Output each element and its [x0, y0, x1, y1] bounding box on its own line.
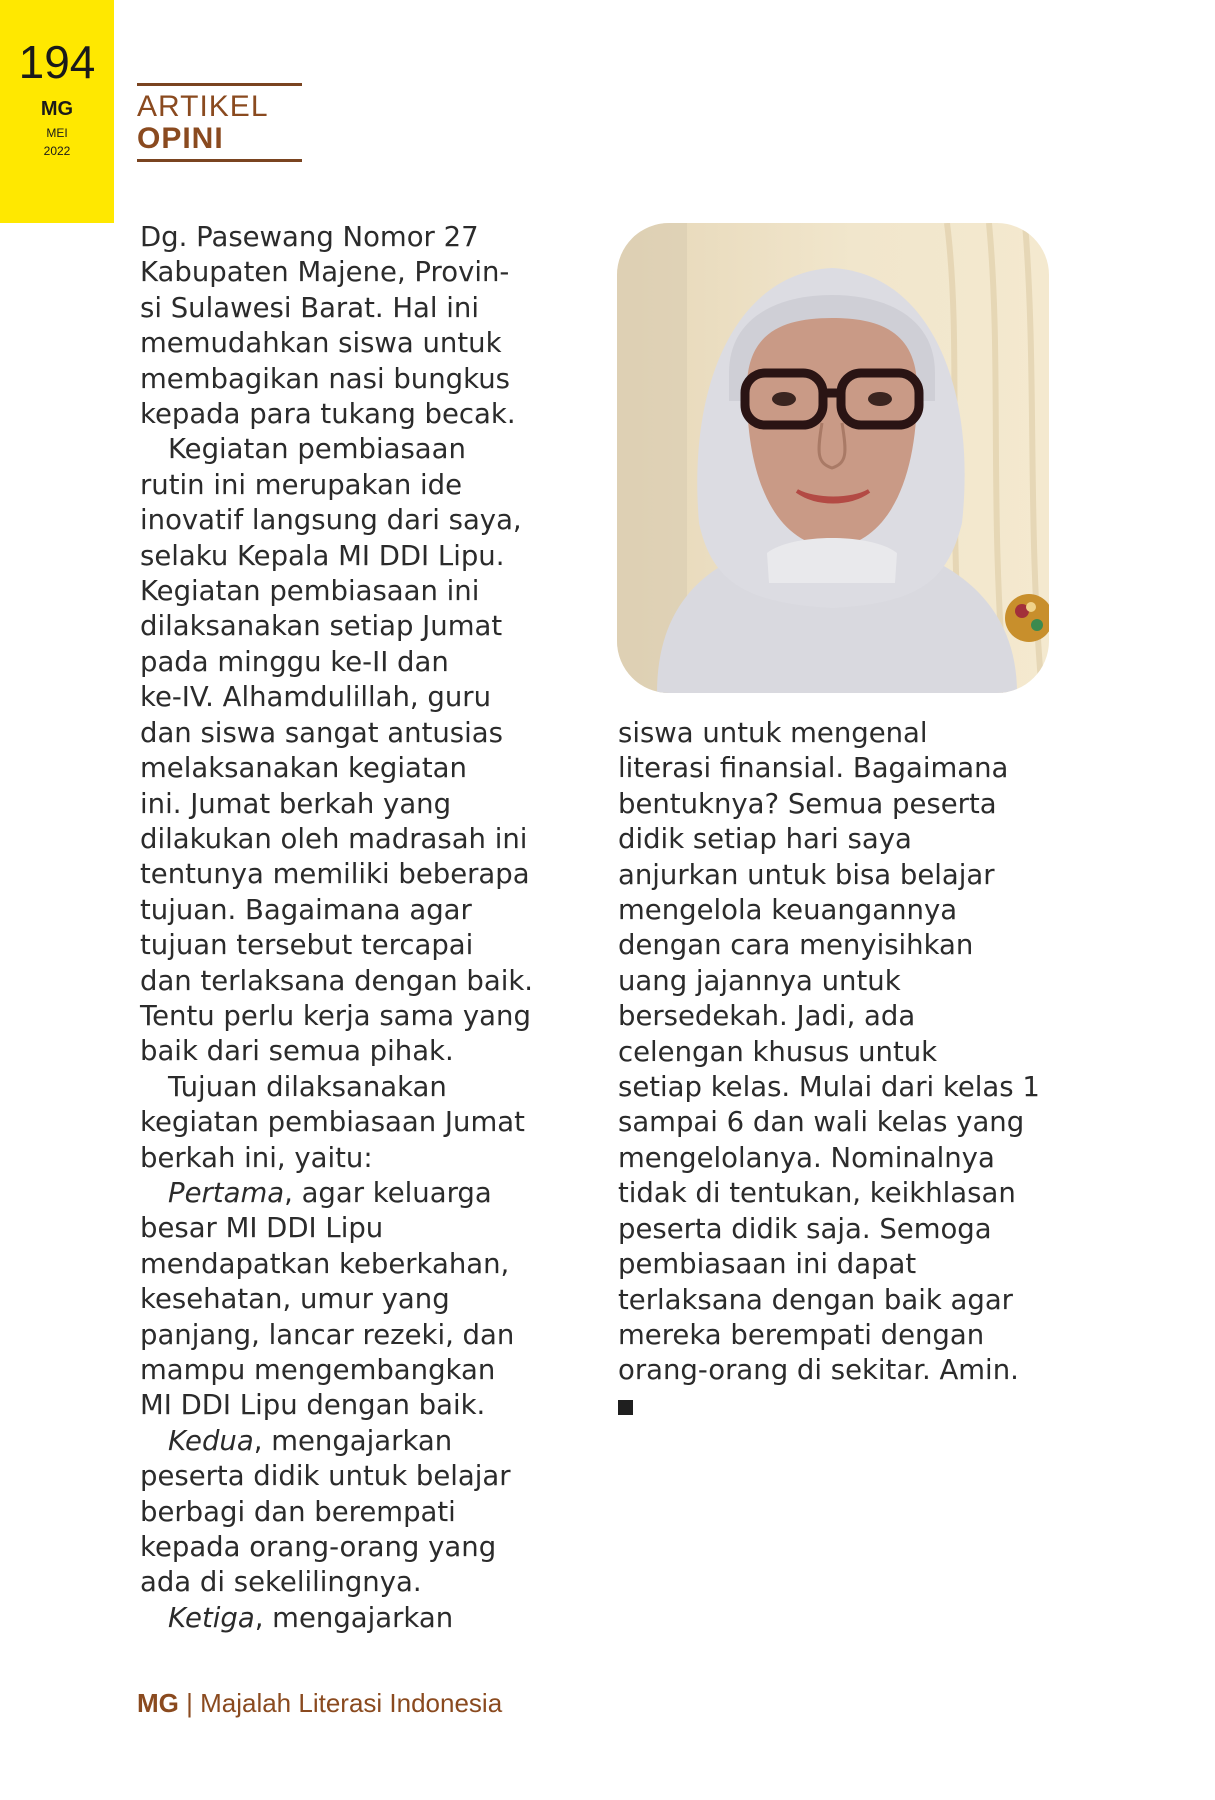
- text-line: peserta didik saja. Semoga: [618, 1212, 992, 1245]
- text-line: berbagi dan berempati: [140, 1495, 456, 1528]
- text-line: kegiatan pembiasaan Jumat: [140, 1106, 525, 1139]
- text-line: pada minggu ke-II dan: [140, 645, 449, 678]
- text-line: bentuknya? Semua peserta: [618, 787, 997, 820]
- text-line: anjurkan untuk bisa belajar: [618, 858, 995, 891]
- text-line: ini. Jumat berkah yang: [140, 787, 452, 820]
- page-footer: [137, 1688, 502, 1719]
- issue-year: 2022: [43, 144, 71, 158]
- text-line: Tentu perlu kerja sama yang: [140, 999, 531, 1032]
- right-eye: [868, 392, 892, 406]
- text-line: kesehatan, umur yang: [140, 1283, 450, 1316]
- text-line: Dg. Pasewang Nomor 27: [140, 221, 479, 253]
- text-line: memudahkan siswa untuk: [140, 327, 502, 360]
- text-line: kepada orang-orang yang: [140, 1531, 497, 1564]
- text-line: Kegiatan pembiasaan ini: [140, 575, 480, 608]
- section-label-opini: OPINI: [137, 122, 224, 155]
- section-rule-bottom: [137, 159, 302, 162]
- text-line: berkah ini, yaitu:: [140, 1141, 373, 1174]
- text-line: ke-IV. Alhamdulillah, guru: [140, 681, 492, 714]
- text-line: besar MI DDI Lipu: [140, 1212, 384, 1245]
- text-line: Tujuan dilaksanakan: [168, 1070, 447, 1103]
- text-line: membagikan nasi bungkus: [140, 362, 510, 395]
- text-line: literasi finansial. Bagaimana: [618, 752, 1009, 785]
- point-label-pertama: Pertama: [168, 1176, 285, 1209]
- point-label-ketiga: Ketiga: [168, 1601, 255, 1634]
- page-tab: [0, 0, 114, 223]
- text-line: sampai 6 dan wali kelas yang: [618, 1106, 1025, 1139]
- point-text: , mengajarkan: [254, 1601, 454, 1634]
- point-first-line: [140, 1424, 560, 1459]
- text-line: pembiasaan ini dapat: [618, 1248, 917, 1281]
- face-mask: [767, 538, 897, 583]
- footer-separator: |: [178, 1688, 201, 1718]
- text-line: Kabupaten Majene, Provin-: [140, 256, 510, 289]
- text-line: dan terlaksana dengan baik.: [140, 964, 534, 997]
- text-line: si Sulawesi Barat. Hal ini: [140, 291, 479, 324]
- text-line: dilaksanakan setiap Jumat: [140, 610, 503, 643]
- text-line: didik setiap hari saya: [618, 823, 912, 856]
- issue-month: MEI: [46, 126, 68, 140]
- text-line: dan siswa sangat antusias: [140, 716, 503, 749]
- left-text-column: [140, 220, 560, 1636]
- text-line: siswa untuk mengenal: [618, 717, 928, 749]
- text-line: baik dari semua pihak.: [140, 1035, 454, 1068]
- point-first-line: [140, 1176, 560, 1211]
- text-line: mengelolanya. Nominalnya: [618, 1141, 995, 1174]
- text-line: uang jajannya untuk: [618, 964, 901, 997]
- text-line: mampu mengembangkan: [140, 1354, 496, 1386]
- text-line: dengan cara menyisihkan: [618, 929, 974, 962]
- portrait-illustration: [617, 223, 1049, 693]
- text-line: terlaksana dengan baik agar: [618, 1283, 1013, 1316]
- footer-brand: MG: [137, 1688, 179, 1718]
- text-line: mendapatkan keberkahan,: [140, 1247, 510, 1280]
- footer-title: Majalah Literasi Indonesia: [200, 1688, 503, 1718]
- left-eye: [772, 392, 796, 406]
- point-label-kedua: Kedua: [168, 1424, 254, 1457]
- text-line: setiap kelas. Mulai dari kelas 1: [618, 1071, 1040, 1104]
- text-line: tentunya memiliki beberapa: [140, 858, 530, 891]
- text-line: kepada para tukang becak.: [140, 398, 516, 431]
- text-line: Kegiatan pembiasaan: [168, 433, 466, 466]
- text-line: tujuan tersebut tercapai: [140, 929, 474, 962]
- text-line: mengelola keuangannya: [618, 894, 958, 927]
- text-line: peserta didik untuk belajar: [140, 1460, 511, 1493]
- text-line: ada di sekelilingnya.: [140, 1566, 422, 1599]
- author-portrait-photo: [617, 223, 1049, 693]
- text-line: tidak di tentukan, keikhlasan: [618, 1177, 1016, 1210]
- text-line: tujuan. Bagaimana agar: [140, 893, 472, 926]
- text-line: mereka berempati dengan: [618, 1318, 985, 1351]
- text-line: inovatif langsung dari saya,: [140, 504, 522, 537]
- point-text: , mengajarkan: [253, 1424, 453, 1457]
- point-text: , agar keluarga: [284, 1176, 492, 1209]
- text-line: melaksanakan kegiatan: [140, 752, 467, 785]
- end-of-article-mark: [618, 1400, 633, 1415]
- text-line: rutin ini merupakan ide: [140, 468, 463, 501]
- text-line: orang-orang di sekitar. Amin.: [618, 1354, 1019, 1387]
- text-line: selaku Kepala MI DDI Lipu.: [140, 539, 505, 572]
- text-line: MI DDI Lipu dengan baik.: [140, 1389, 486, 1422]
- text-line: celengan khusus untuk: [618, 1035, 938, 1068]
- text-line: bersedekah. Jadi, ada: [618, 1000, 916, 1033]
- point-first-line: [140, 1601, 560, 1636]
- text-line: panjang, lancar rezeki, dan: [140, 1318, 515, 1351]
- section-rule-top: [137, 83, 302, 86]
- magazine-code: MG: [40, 98, 74, 120]
- page-number: 194: [18, 36, 96, 88]
- text-line: dilakukan oleh madrasah ini: [140, 822, 528, 855]
- right-text-column: [618, 716, 1058, 1424]
- end-mark-line: [618, 1389, 1058, 1424]
- section-label-artikel: ARTIKEL: [137, 90, 269, 123]
